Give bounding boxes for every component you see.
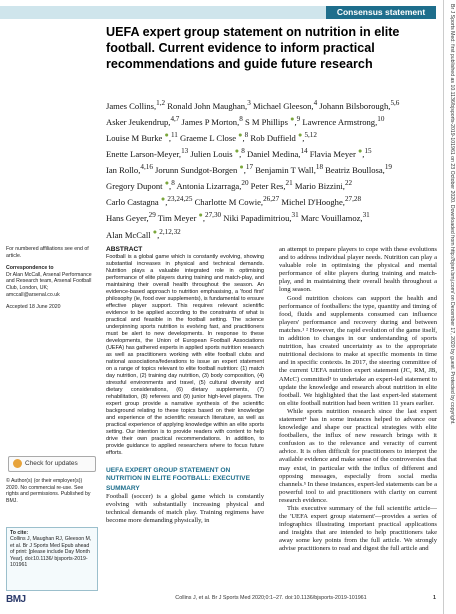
page-number: 1	[433, 595, 436, 601]
left-column	[106, 246, 264, 525]
copyright-note: © Author(s) (or their employer(s)) 2020. No commercial re-use. See rights and permissions. Published by BMJ.	[6, 478, 91, 504]
author-line: James Collins,$^{1,2}$ Ronald John Maughan,$^3$ Michael Gleeson,$^4$ Johann Bilsborough,$^{5,6}$	[106, 99, 400, 111]
margin-divider	[443, 0, 444, 614]
body-paragraph: This executive summary of the full scientific article—the 'UEFA expert group statement'—provides a series of infographics illustrating important practical applications and insights that are intended to help practitioners take away some key points from the full article. We strongly advise practitioners to read and digest the full article and	[279, 505, 437, 553]
author-line: Asker Jeukendrup,$^{4,7}$ James P Morton,$^8$ S M Phillips ●,$^9$ Lawrence Armstrong,$^{10}$	[106, 115, 385, 127]
summary-subheading: SUMMARY	[106, 485, 140, 492]
accepted-date: Accepted 18 June 2020	[6, 304, 61, 311]
side-notes	[6, 246, 96, 311]
summary-text: Football (soccer) is a global game which is constantly evolving with substantially increasing physical and technical demands of match play. Training regimens have become more demanding physically, in	[106, 493, 264, 525]
body-paragraph: an attempt to prepare players to cope with these evolutions and to address individual player needs. Nutrition can play a valuable role in optimising the physical and mental performance of elite players during training and match-play, and in maintaining their overall health throughout a long season.	[279, 246, 437, 294]
body-paragraph: Good nutrition choices can support the health and performance of footballers: the type, quantity and timing of food, fluids and supplements consumed can influence players' performance and recovery during and between matches.¹ ² However, the rapid evolution of the game itself, in addition to changes in our understanding of sports nutrition, has created uncertainty as to the appropriate nutritional decisions to make at specific moments in time and in specific contexts. In 2017, the steering committee of the current UEFA nutrition expert statement (JC, RM, JB, AMcC) committed³ to undertake an expert-led statement to update the knowledge and research about nutrition in elite football. We highlighted that the last expert-led statement on elite football nutrition had been written 11 years earlier.	[279, 294, 437, 407]
abstract-text: Football is a global game which is constantly evolving, showing substantial increases in physical and technical demands. Nutrition plays a valuable integrated role in optimising performance of elite players during training and match-play, and maintaining their overall health throughout the season. An evidence-based approach to nutrition emphasising, a 'food first' philosophy (ie, food over supplements), is fundamental to ensure effective player support. This requires relevant scientific evidence to be applied according to the constraints of what is practical and feasible in the football setting. The science underpinning sports nutrition is evolving fast, and practitioners must be alert to new developments. In response to these developments, the Union of European Football Associations (UEFA) has gathered experts in applied sports nutrition research as well as practitioners working with elite football clubs and national associations/federations to issue an expert statement on a range of topics relevant to elite football nutrition: (1) match day nutrition, (2) training day nutrition, (3) body composition, (4) stressful environments and travel, (5) cultural diversity and dietary considerations, (6) dietary supplements, (7) rehabilitation, (8) referees and (9) junior high-level players. The expert group provide a narrative synthesis of the scientific background relating to these topics based on their knowledge and experience of the scientific research literature, as well as practical experience of applying knowledge within an elite sports setting. Our intention is to provide readers with content to help drive their own practical recommendations. In addition, to provide guidance to applied researchers where to focus future efforts.	[106, 254, 264, 456]
right-column	[279, 246, 437, 554]
author-list	[106, 97, 436, 242]
cite-text: Collins J, Maughan RJ, Gleeson M, et al. Br J Sports Med Epub ahead of print: [please include Day Month Year]. doi:10.1136/ bjsports-2019-101961	[10, 536, 92, 569]
article-title: UEFA expert group statement on nutrition in elite football. Current evidence to inform practical recommendations and guide future research	[106, 25, 400, 71]
body-paragraph: While sports nutrition research since the last expert statement⁴ has in some instances helped to advance our knowledge and shape our practical strategies with elite footballers, the influx of new research brings with it confusion as to the relevance and veracity of current advice. It is often difficult for practitioners to interpret the available evidence and make sense of the controversies that may exist, in particular with the influx of different and opposing messages, especially from social media channels.⁵ In these instances, expert-led statements can be a powerful tool to aid practitioners with clarity on current research evidence.	[279, 407, 437, 504]
bmj-logo: BMJ	[6, 594, 26, 605]
cite-label: To cite:	[10, 530, 29, 536]
section-banner	[0, 6, 440, 20]
author-line: Louise M Burke ●,$^{11}$ Graeme L Close ●,$^8$ Rob Duffield ●,$^{5,12}$	[106, 131, 317, 143]
summary-heading: UEFA EXPERT GROUP STATEMENT ON NUTRITION IN ELITE FOOTBALL: EXECUTIVE	[106, 467, 250, 482]
download-margin-note	[449, 4, 455, 610]
footer-citation: Collins J, et al. Br J Sports Med 2020;0:1–27. doi:10.1136/bjsports-2019-101961	[175, 595, 367, 601]
author-line: Enette Larson-Meyer,$^{13}$ Julien Louis ●,$^8$ Daniel Medina,$^{14}$ Flavia Meyer ●,$^{15}$	[106, 147, 372, 160]
author-line: Carlo Castagna ●,$^{23,24,25}$ Charlotte M Cowie,$^{26,27}$ Michel D'Hooghe,$^{27,28}$	[106, 195, 362, 208]
margin-note-text: Br J Sports Med: first published as 10.1136/bjsports-2019-101961 on 23 October 2020. Downloaded from http://bjsm.bmj.com/ on December 17, 2020 by guest. Protected by copyright.	[449, 4, 455, 425]
correspondence-text: Dr Alan McCall, Arsenal Performance and Research team, Arsenal Football Club, London, UK; amccall@arsenal.co.uk	[6, 271, 92, 298]
affiliations-note: For numbered affiliations see end of article.	[6, 246, 89, 259]
author-line: Hans Geyer,$^{29}$ Tim Meyer ●,$^{27,30}$ Niki Papadimitriou,$^{31}$ Marc Vouillamoz,$^{31}$	[106, 211, 370, 224]
author-line: Gregory Dupont ●,$^8$ Antonia Lizarraga,$^{20}$ Peter Res,$^{21}$ Mario Bizzini,$^{22}$	[106, 179, 353, 192]
author-line: Ian Rollo,$^{4,16}$ Jorunn Sundgot-Borgen ●,$^{17}$ Benjamin T Wall,$^{18}$ Beatriz Boullosa,$^{19}$	[106, 163, 392, 176]
page-footer	[106, 595, 436, 601]
article-type-label: Consensus statement	[326, 6, 436, 19]
abstract-heading: ABSTRACT	[106, 246, 143, 253]
cite-box	[6, 527, 98, 591]
correspondence-label: Correspondence to	[6, 265, 54, 272]
check-updates-label: Check for updates	[25, 460, 78, 467]
check-updates-icon	[13, 459, 22, 468]
author-line: Alan McCall ●,$^{2,12,32}$	[106, 227, 181, 240]
check-for-updates-button[interactable]	[8, 456, 96, 472]
